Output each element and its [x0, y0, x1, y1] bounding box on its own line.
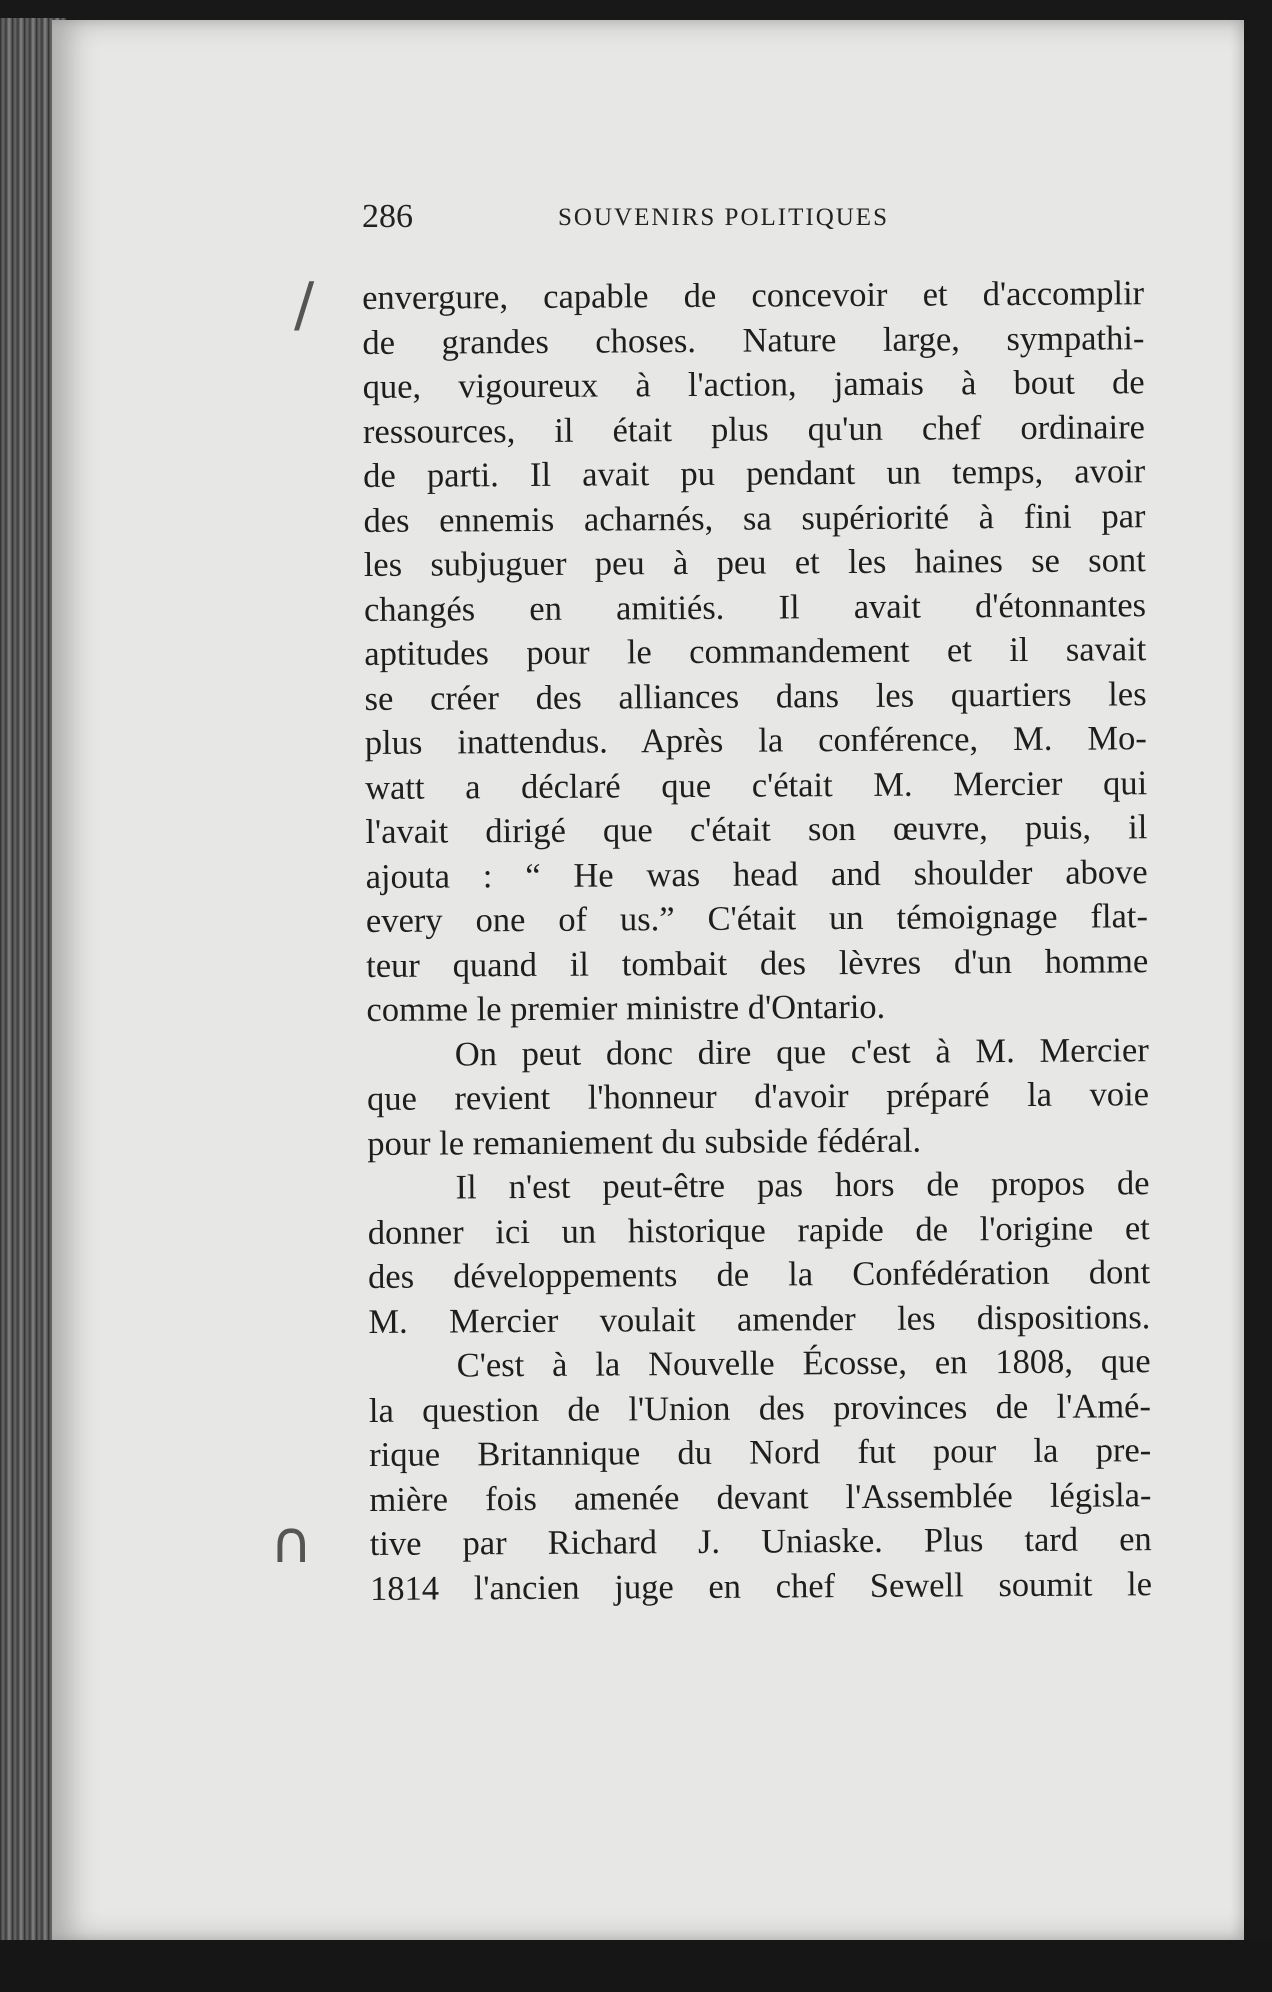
- text-line: mière fois amenée devant l'Assemblée législa-: [369, 1475, 1152, 1519]
- text-line: envergure, capable de concevoir et d'accomplir: [362, 274, 1145, 317]
- margin-pencil-mark: ∩: [270, 1508, 313, 1576]
- text-line: plus inattendus. Après la conférence, M. Mo-: [364, 719, 1147, 762]
- text-line: watt a déclaré que c'était M. Mercier qui: [365, 763, 1148, 807]
- text-line: changés en amitiés. Il avait d'étonnantes: [363, 585, 1147, 629]
- text-line: la question de l'Union des provinces de l'Amé-: [368, 1386, 1152, 1430]
- text-line: pour le remaniement du subside fédéral.: [367, 1121, 922, 1163]
- text-line: M. Mercier voulait amender les dispositions.: [368, 1297, 1151, 1341]
- text-line: donner ici un historique rapide de l'origine et: [367, 1208, 1150, 1252]
- text-line: ajouta : “ He was head and shoulder above: [365, 852, 1148, 896]
- text-line: des développements de la Confédération dont: [367, 1253, 1151, 1296]
- text-line: l'avait dirigé que c'était son œuvre, puis, il: [365, 808, 1148, 851]
- text-line: des ennemis acharnés, sa supériorité à fini par: [363, 496, 1146, 540]
- text-line: se créer des alliances dans les quartiers les: [364, 674, 1147, 718]
- page-number: 286: [362, 198, 413, 235]
- text-line: aptitudes pour le commandement et il savait: [364, 630, 1147, 673]
- text-line: les subjuguer peu à peu et les haines se sont: [363, 541, 1146, 584]
- text-line: rique Britannique du Nord fut pour la pre-: [369, 1431, 1152, 1474]
- text-line: de parti. Il avait pu pendant un temps, avoir: [363, 452, 1146, 495]
- text-line: every one of us.” C'était un témoignage flat-: [365, 897, 1149, 940]
- text-line: que, vigoureux à l'action, jamais à bout de: [362, 363, 1145, 406]
- text-line: tive par Richard J. Uniaske. Plus tard en: [369, 1520, 1152, 1563]
- text-line: 1814 l'ancien juge en chef Sewell soumit le: [369, 1564, 1153, 1608]
- running-title: SOUVENIRS POLITIQUES: [558, 204, 889, 231]
- margin-stroke-mark: /: [294, 270, 315, 340]
- text-line: teur quand il tombait des lèvres d'un homme: [366, 941, 1149, 985]
- text-line: On peut donc dire que c'est à M. Mercier: [454, 1030, 1149, 1073]
- text-line: Il n'est peut-être pas hors de propos de: [455, 1164, 1150, 1207]
- text-line: de grandes choses. Nature large, sympathi-: [362, 318, 1145, 362]
- text-line: comme le premier ministre d'Ontario.: [366, 987, 886, 1029]
- text-line: que revient l'honneur d'avoir préparé la voie: [366, 1075, 1150, 1118]
- page-header: [362, 198, 932, 246]
- body-text: [362, 271, 1152, 1611]
- scan-bottom-border: [0, 1940, 1272, 1992]
- text-line: C'est à la Nouvelle Écosse, en 1808, que: [456, 1342, 1151, 1385]
- text-line: ressources, il était plus qu'un chef ordinaire: [362, 407, 1146, 451]
